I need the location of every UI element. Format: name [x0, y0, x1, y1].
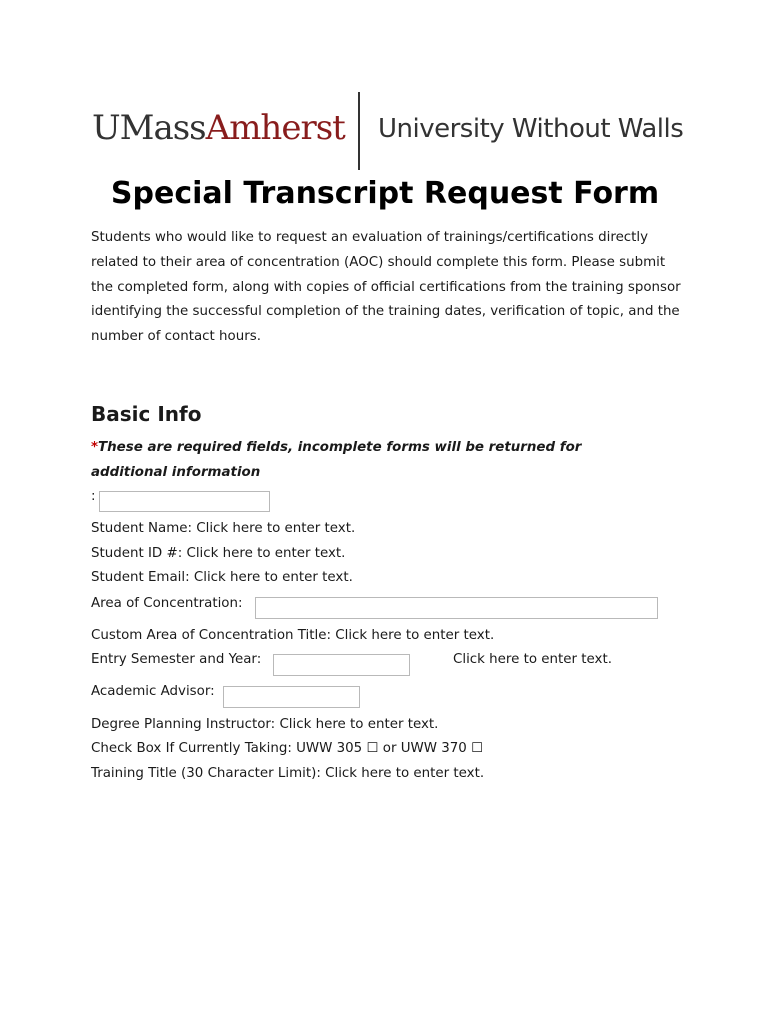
- intro-paragraph: Students who would like to request an evaluation of trainings/certifications directly related to their area of concentration (AOC) should complete this form. Please submit the completed form, along with copies of official certifications from the training sponsor identifying the successful completion of the training dates, verification of topic, and the number of contact hours.: [91, 230, 681, 345]
- umass-amherst-wordmark: UMassAmherst: [92, 108, 345, 148]
- aoc-label: Area of Concentration:: [91, 596, 243, 611]
- student-id-label: Student ID #:: [91, 546, 187, 561]
- umass-uww-logo: [92, 92, 692, 172]
- advisor-row: [91, 684, 215, 699]
- student-email-row: [91, 570, 353, 585]
- unlabeled-field-row: [91, 489, 96, 504]
- training-title-field[interactable]: Click here to enter text.: [325, 766, 485, 781]
- entry-year-text: Click here to enter text.: [453, 652, 612, 667]
- uww305-label: UWW 305: [296, 741, 363, 756]
- colon-label: :: [91, 489, 96, 504]
- page-title: Special Transcript Request Form: [110, 176, 660, 211]
- student-name-field[interactable]: Click here to enter text.: [196, 521, 356, 536]
- entry-semester-dropdown[interactable]: [273, 654, 410, 676]
- custom-aoc-label: Custom Area of Concentration Title:: [91, 628, 336, 643]
- student-id-row: [91, 546, 345, 561]
- checkbox-row: [91, 741, 483, 756]
- unlabeled-input[interactable]: [99, 491, 270, 512]
- uww370-label: UWW 370: [400, 741, 467, 756]
- student-name-label: Student Name:: [91, 521, 197, 536]
- dpi-label: Degree Planning Instructor:: [91, 717, 280, 732]
- entry-semester-row: [91, 652, 261, 667]
- advisor-label: Academic Advisor:: [91, 684, 215, 699]
- student-id-field[interactable]: Click here to enter text.: [186, 546, 346, 561]
- student-email-label: Student Email:: [91, 570, 194, 585]
- dpi-row: [91, 717, 438, 732]
- section-heading-basic-info: Basic Info: [91, 402, 202, 426]
- custom-aoc-row: [91, 628, 494, 643]
- required-star: *: [91, 440, 99, 455]
- uww370-checkbox[interactable]: ☐: [471, 741, 484, 756]
- uww-wordmark: University Without Walls: [378, 114, 684, 144]
- entry-semester-label: Entry Semester and Year:: [91, 652, 262, 667]
- required-fields-note: *These are required fields, incomplete forms will be returned for additional information: [91, 440, 582, 480]
- logo-divider: [358, 92, 360, 170]
- or-text: or: [378, 741, 401, 756]
- dpi-field[interactable]: Click here to enter text.: [279, 717, 439, 732]
- advisor-dropdown[interactable]: [223, 686, 360, 708]
- student-email-field[interactable]: Click here to enter text.: [193, 570, 353, 585]
- uww305-checkbox[interactable]: ☐: [366, 741, 379, 756]
- custom-aoc-field[interactable]: Click here to enter text.: [335, 628, 495, 643]
- entry-year-field[interactable]: [453, 652, 612, 667]
- training-title-label: Training Title (30 Character Limit):: [91, 766, 326, 781]
- aoc-dropdown[interactable]: [255, 597, 658, 619]
- checkbox-label: Check Box If Currently Taking:: [91, 741, 297, 756]
- aoc-row: [91, 596, 242, 611]
- student-name-row: [91, 521, 355, 536]
- training-title-row: [91, 766, 484, 781]
